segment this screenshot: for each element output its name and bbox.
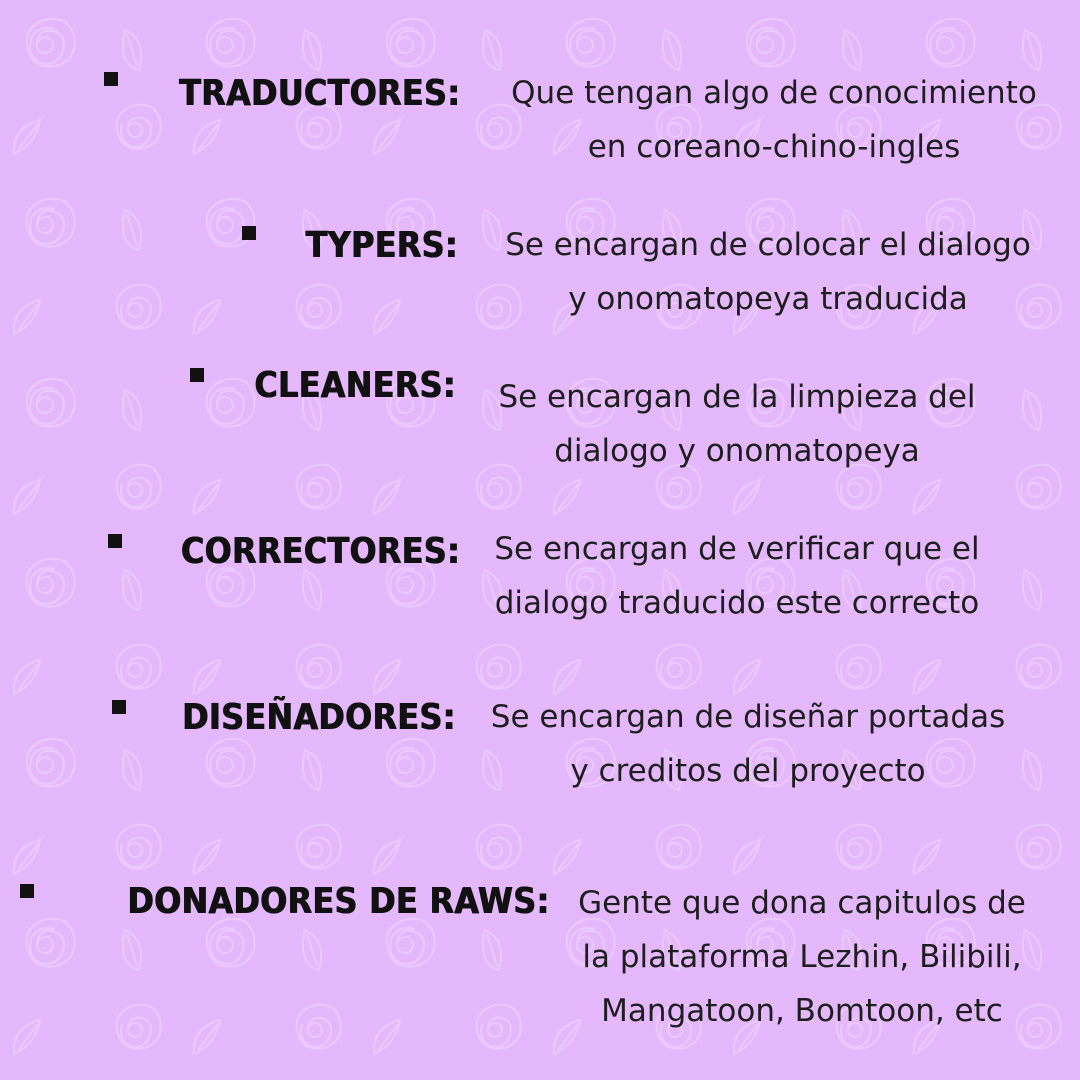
- description-line: Se encargan de la limpieza del: [498, 379, 976, 415]
- role-description: [560, 876, 1044, 1038]
- bullet-icon: [112, 700, 126, 714]
- description-line: dialogo y onomatopeya: [554, 433, 920, 469]
- role-description: [496, 218, 1040, 326]
- bullet-icon: [104, 72, 118, 86]
- description-line: en coreano-chino-ingles: [587, 129, 961, 165]
- description-line: Mangatoon, Bomtoon, etc: [601, 993, 1003, 1029]
- bullet-icon: [190, 368, 204, 382]
- description-line: y creditos del proyecto: [570, 753, 926, 789]
- role-title: TRADUCTORES:: [178, 73, 460, 114]
- bullet-icon: [20, 884, 34, 898]
- description-line: Gente que dona capitulos de: [578, 885, 1026, 921]
- role-title: DISEÑADORES:: [182, 697, 456, 738]
- bullet-icon: [108, 534, 122, 548]
- description-line: la plataforma Lezhin, Bilibili,: [582, 939, 1022, 975]
- description-line: Se encargan de colocar el dialogo: [505, 227, 1031, 263]
- role-description: [478, 522, 996, 630]
- role-description: [496, 66, 1052, 174]
- role-title: CLEANERS:: [254, 365, 456, 406]
- bullet-icon: [242, 226, 256, 240]
- description-line: Que tengan algo de conocimiento: [511, 75, 1037, 111]
- role-title: DONADORES DE RAWS:: [127, 881, 550, 922]
- description-line: Se encargan de diseñar portadas: [490, 699, 1006, 735]
- description-line: Se encargan de verificar que el: [494, 531, 980, 567]
- role-title: TYPERS:: [305, 225, 458, 266]
- description-line: dialogo traducido este correcto: [494, 585, 980, 621]
- description-line: y onomatopeya traducida: [568, 281, 968, 317]
- role-description: [492, 370, 982, 478]
- role-title: CORRECTORES:: [180, 531, 460, 572]
- role-description: [480, 690, 1016, 798]
